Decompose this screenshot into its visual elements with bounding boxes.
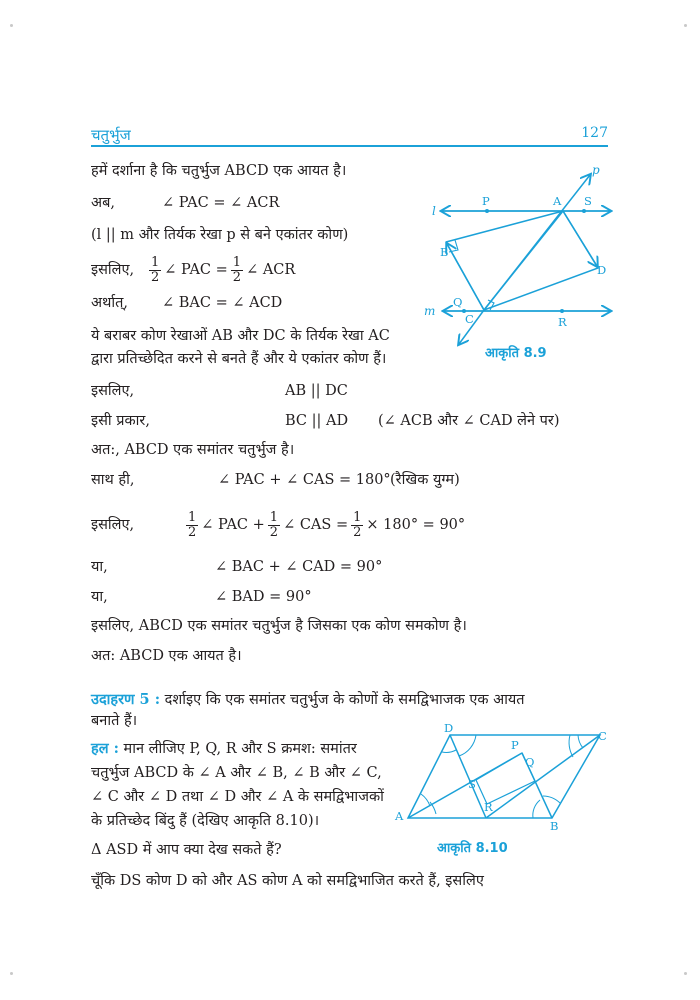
fraction: $\frac{1}{2}$: [188, 509, 197, 540]
text-line: अब,: [91, 195, 115, 211]
fraction: $\frac{1}{2}$: [151, 254, 160, 285]
equation: AB || DC: [285, 383, 348, 399]
crop-mark: [10, 24, 13, 27]
solution-line: हल : मान लीजिए P, Q, R और S क्रमश: समांतर: [91, 740, 357, 757]
label-m: m: [424, 304, 436, 318]
label-d: D: [444, 721, 454, 735]
equation: ∠ PAC = ∠ ACR: [162, 195, 280, 211]
text-line: (रैखिक युग्म): [390, 472, 460, 488]
text-line: (l || m और तिर्यक रेखा p से बने एकांतर कोण): [91, 227, 349, 243]
text-line: इसलिए,: [91, 383, 135, 399]
label-q: Q: [453, 295, 463, 309]
angle-arc: [421, 794, 430, 806]
angle-arc: [578, 735, 583, 748]
text-line: (∠ ACB और ∠ CAD लेने पर): [378, 413, 560, 429]
point-r: [560, 309, 564, 313]
label-c: C: [598, 729, 607, 743]
fraction: $\frac{1}{2}$: [269, 509, 279, 540]
text-line: द्वारा प्रतिच्छेदित करने से बनते हैं और ये एकांतर कोण हैं।: [91, 351, 387, 367]
fraction: $\frac{1}{2}$: [232, 254, 242, 285]
equation: $\frac{1}{2}$ ∠ PAC = $\frac{1}{2}$ ∠ ACR: [151, 254, 296, 285]
example-heading: उदाहरण 5 : दर्शाइए कि एक समांतर चतुर्भुज के कोणों के समद्विभाजक एक आयत: [91, 691, 525, 708]
crop-mark: [684, 24, 687, 27]
point-s: [582, 209, 586, 213]
label-b: B: [550, 819, 559, 833]
equation: BC || AD: [285, 413, 349, 429]
label-d: D: [597, 263, 607, 277]
header-rule: [91, 145, 608, 147]
label-q: Q: [525, 755, 535, 769]
text-line: अर्थात्,: [91, 295, 128, 311]
text-line: के प्रतिच्छेद बिंदु हैं (देखिए आकृति 8.10)।: [91, 813, 320, 829]
angle-arc: [543, 796, 560, 803]
text-line: बनाते हैं।: [91, 713, 138, 729]
text-line: इसलिए,: [91, 262, 135, 278]
text-line: चतुर्भुज ABCD के ∠ A और ∠ B, ∠ B और ∠ C,: [91, 765, 382, 781]
label-l: l: [432, 204, 436, 218]
text-line: इसलिए, ABCD एक समांतर चतुर्भुज है जिसका एक कोण समकोण है।: [91, 618, 467, 634]
label-a: A: [395, 809, 404, 823]
text-line: ये बराबर कोण रेखाओं AB और DC के तिर्यक रेखा AC: [91, 328, 390, 344]
fraction: $\frac{1}{2}$: [353, 509, 362, 540]
point-p: [485, 209, 489, 213]
page-number: 127: [581, 125, 608, 141]
label-p-line: p: [592, 163, 600, 177]
equation: $\frac{1}{2}$ ∠ PAC + $\frac{1}{2}$ ∠ CAS = $\frac{1}{2}$ × 180° = 90°: [188, 509, 466, 540]
text-line: Δ ASD में आप क्या देख सकते हैं?: [91, 842, 282, 858]
text-line: ∠ C और ∠ D तथा ∠ D और ∠ A के समद्विभाजकों: [91, 789, 384, 805]
label-point-p: P: [482, 194, 490, 208]
equation: ∠ BAC = ∠ ACD: [162, 295, 283, 311]
equation: ∠ PAC + ∠ CAS = 180°: [218, 472, 391, 488]
angle-arc: [442, 750, 456, 752]
label-p: P: [511, 738, 519, 752]
label-r: R: [558, 315, 567, 329]
crop-mark: [684, 972, 687, 975]
bisector-arrow: [563, 211, 597, 266]
text-line: अत:, ABCD एक समांतर चतुर्भुज है।: [91, 442, 295, 458]
figure-8-10: [390, 720, 620, 835]
text-line: या,: [91, 559, 108, 575]
label-a: A: [553, 194, 562, 208]
label-s: S: [468, 777, 476, 791]
figure-caption: आकृति 8.10: [437, 841, 508, 856]
angle-arc: [533, 800, 540, 818]
chapter-title: चतुर्भुज: [91, 126, 131, 144]
label-b: B: [440, 245, 449, 259]
text-line: चूँकि DS कोण D को और AS कोण A को समद्विभाजित करते हैं, इसलिए: [91, 873, 484, 889]
text-line: हमें दर्शाना है कि चतुर्भुज ABCD एक आयत है।: [91, 163, 347, 179]
text-line: इसी प्रकार,: [91, 413, 150, 429]
label-s: S: [584, 194, 592, 208]
text-line: या,: [91, 589, 108, 605]
figure-8-9: [420, 160, 620, 360]
label-r: R: [484, 800, 493, 814]
angle-arc: [569, 735, 573, 757]
equation: ∠ BAD = 90°: [215, 589, 312, 605]
crop-mark: [10, 972, 13, 975]
text-line: अत: ABCD एक आयत है।: [91, 648, 242, 664]
label-c: C: [465, 312, 474, 326]
figure-caption: आकृति 8.9: [485, 346, 547, 361]
angle-arc: [459, 735, 476, 756]
equation: ∠ BAC + ∠ CAD = 90°: [215, 559, 383, 575]
text-line: इसलिए,: [91, 517, 135, 533]
text-line: साथ ही,: [91, 472, 135, 488]
